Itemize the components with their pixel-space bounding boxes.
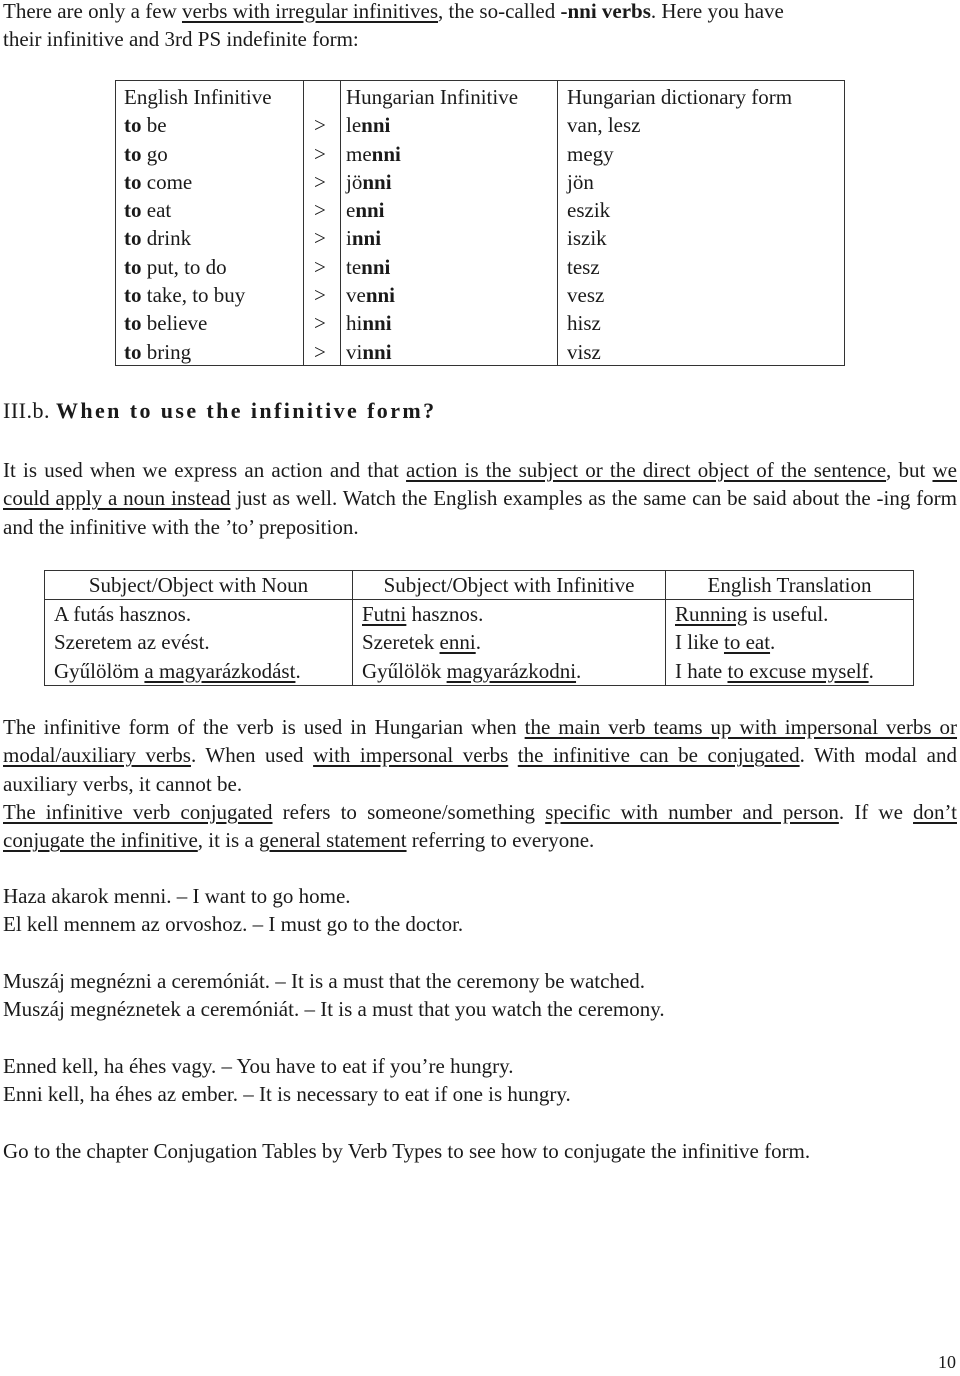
table-header: Hungarian Infinitive bbox=[346, 85, 519, 109]
table-cell: I like to eat. bbox=[675, 630, 776, 655]
example-table bbox=[44, 570, 914, 686]
table-cell: vesz bbox=[567, 283, 605, 308]
translation-column bbox=[675, 600, 874, 685]
table-cell: hisz bbox=[567, 311, 601, 336]
table-cell: lenni bbox=[346, 113, 391, 138]
table-cell: to drink bbox=[124, 226, 192, 251]
table-cell: van, lesz bbox=[567, 113, 641, 138]
table-cell: Szeretem az evést. bbox=[54, 630, 210, 655]
arrow-glyph: > bbox=[314, 169, 326, 194]
intro-text: . Here you have bbox=[650, 0, 784, 23]
usage-paragraph: The infinitive form of the verb is used in Hungarian when the main verb teams up with impersonal verbs or modal/auxiliary verbs. When used with impersonal verbs the infinitive can be conjugated. With modal and auxiliary verbs, it cannot be. bbox=[3, 715, 958, 796]
section-number: III.b. bbox=[3, 398, 50, 423]
table-cell: to take, to buy bbox=[124, 283, 246, 308]
table-cell: inni bbox=[346, 226, 382, 251]
arrow-glyph: > bbox=[314, 141, 326, 166]
example-sentence: El kell mennem az orvoshoz. – I must go to the doctor. bbox=[3, 912, 464, 936]
table-cell: menni bbox=[346, 141, 401, 166]
table-cell: visz bbox=[567, 339, 601, 364]
table-header: English Translation bbox=[707, 573, 872, 597]
table-cell: iszik bbox=[567, 226, 607, 251]
example-sentence: Enni kell, ha éhes az ember. – It is necessary to eat if one is hungry. bbox=[3, 1082, 571, 1106]
table-cell: I hate to excuse myself. bbox=[675, 658, 874, 683]
arrow-glyph: > bbox=[314, 226, 326, 251]
arrow-glyph: > bbox=[314, 113, 326, 138]
arrow-glyph: > bbox=[314, 254, 326, 279]
table-cell: Szeretek enni. bbox=[362, 630, 481, 655]
arrow-column bbox=[314, 83, 326, 366]
table-cell: to eat bbox=[124, 198, 172, 223]
section-title: When to use the infinitive form? bbox=[55, 398, 437, 423]
arrow-glyph: > bbox=[314, 339, 326, 364]
example-sentence: Enned kell, ha éhes vagy. – You have to eat if you’re hungry. bbox=[3, 1054, 514, 1078]
intro-underlined-text: verbs with irregular infinitives bbox=[181, 0, 439, 23]
table-cell: to be bbox=[124, 113, 167, 138]
table-header: Subject/Object with Infinitive bbox=[383, 573, 635, 597]
table-cell: tesz bbox=[567, 254, 600, 279]
infinitive-column bbox=[362, 600, 581, 685]
conjugation-paragraph: The infinitive verb conjugated refers to someone/something specific with number and person. If we don’t conjugate the infinitive, it is a general statement referring to everyone. bbox=[3, 800, 957, 853]
table-cell: megy bbox=[567, 141, 614, 166]
table-divider bbox=[303, 81, 304, 365]
table-header: English Infinitive bbox=[124, 85, 272, 109]
table-cell: A futás hasznos. bbox=[54, 602, 192, 626]
intro-text: There are only a few bbox=[3, 0, 182, 23]
example-table-header bbox=[45, 571, 913, 600]
hungarian-infinitive-column bbox=[346, 83, 518, 366]
table-cell: tenni bbox=[346, 254, 391, 279]
verb-table bbox=[115, 80, 845, 366]
table-cell: to bring bbox=[124, 339, 192, 364]
explanation-paragraph: It is used when we express an action and that action is the subject or the direct object of the sentence, but we could apply a noun instead just as well. Watch the English examples as the same can be said about the -ing form and the infinitive with the ’to’ preposition. bbox=[3, 458, 957, 539]
table-cell: to come bbox=[124, 169, 193, 194]
table-cell: enni bbox=[346, 198, 385, 223]
arrow-glyph: > bbox=[314, 311, 326, 336]
table-cell: to believe bbox=[124, 311, 208, 336]
intro-bold-text: -nni verbs bbox=[560, 0, 651, 23]
arrow-glyph: > bbox=[314, 198, 326, 223]
table-cell: vinni bbox=[346, 339, 392, 364]
intro-line-1 bbox=[3, 0, 784, 25]
dictionary-form-column bbox=[567, 83, 792, 366]
noun-column bbox=[54, 600, 301, 685]
table-cell: jön bbox=[567, 169, 594, 194]
table-cell: venni bbox=[346, 283, 396, 308]
table-cell: to go bbox=[124, 141, 168, 166]
intro-text: , the so-called bbox=[438, 0, 561, 23]
table-divider bbox=[557, 81, 558, 365]
arrow-glyph: > bbox=[314, 283, 326, 308]
table-header: Subject/Object with Noun bbox=[88, 573, 309, 597]
table-cell: to put, to do bbox=[124, 254, 227, 279]
english-infinitive-column bbox=[124, 83, 272, 366]
example-sentence: Muszáj megnézni a ceremóniát. – It is a must that the ceremony be watched. bbox=[3, 969, 646, 993]
example-sentence: Haza akarok menni. – I want to go home. bbox=[3, 884, 351, 908]
closing-note: Go to the chapter Conjugation Tables by Verb Types to see how to conjugate the infinitive form. bbox=[3, 1139, 811, 1163]
table-cell: Gyűlölök magyarázkodni. bbox=[362, 658, 582, 683]
table-cell: Futni hasznos. bbox=[362, 602, 484, 626]
intro-line-2: their infinitive and 3rd PS indefinite form: bbox=[3, 27, 359, 51]
table-cell: Running is useful. bbox=[675, 602, 829, 626]
table-cell: Gyűlölöm a magyarázkodást. bbox=[54, 658, 301, 683]
page-number: 10 bbox=[938, 1352, 956, 1372]
table-cell: eszik bbox=[567, 198, 611, 223]
table-cell: hinni bbox=[346, 311, 392, 336]
section-heading bbox=[3, 397, 437, 425]
table-divider bbox=[340, 81, 341, 365]
table-cell: jönni bbox=[346, 169, 392, 194]
example-sentence: Muszáj megnéznetek a ceremóniát. – It is a must that you watch the ceremony. bbox=[3, 997, 665, 1021]
table-header: Hungarian dictionary form bbox=[567, 85, 793, 109]
